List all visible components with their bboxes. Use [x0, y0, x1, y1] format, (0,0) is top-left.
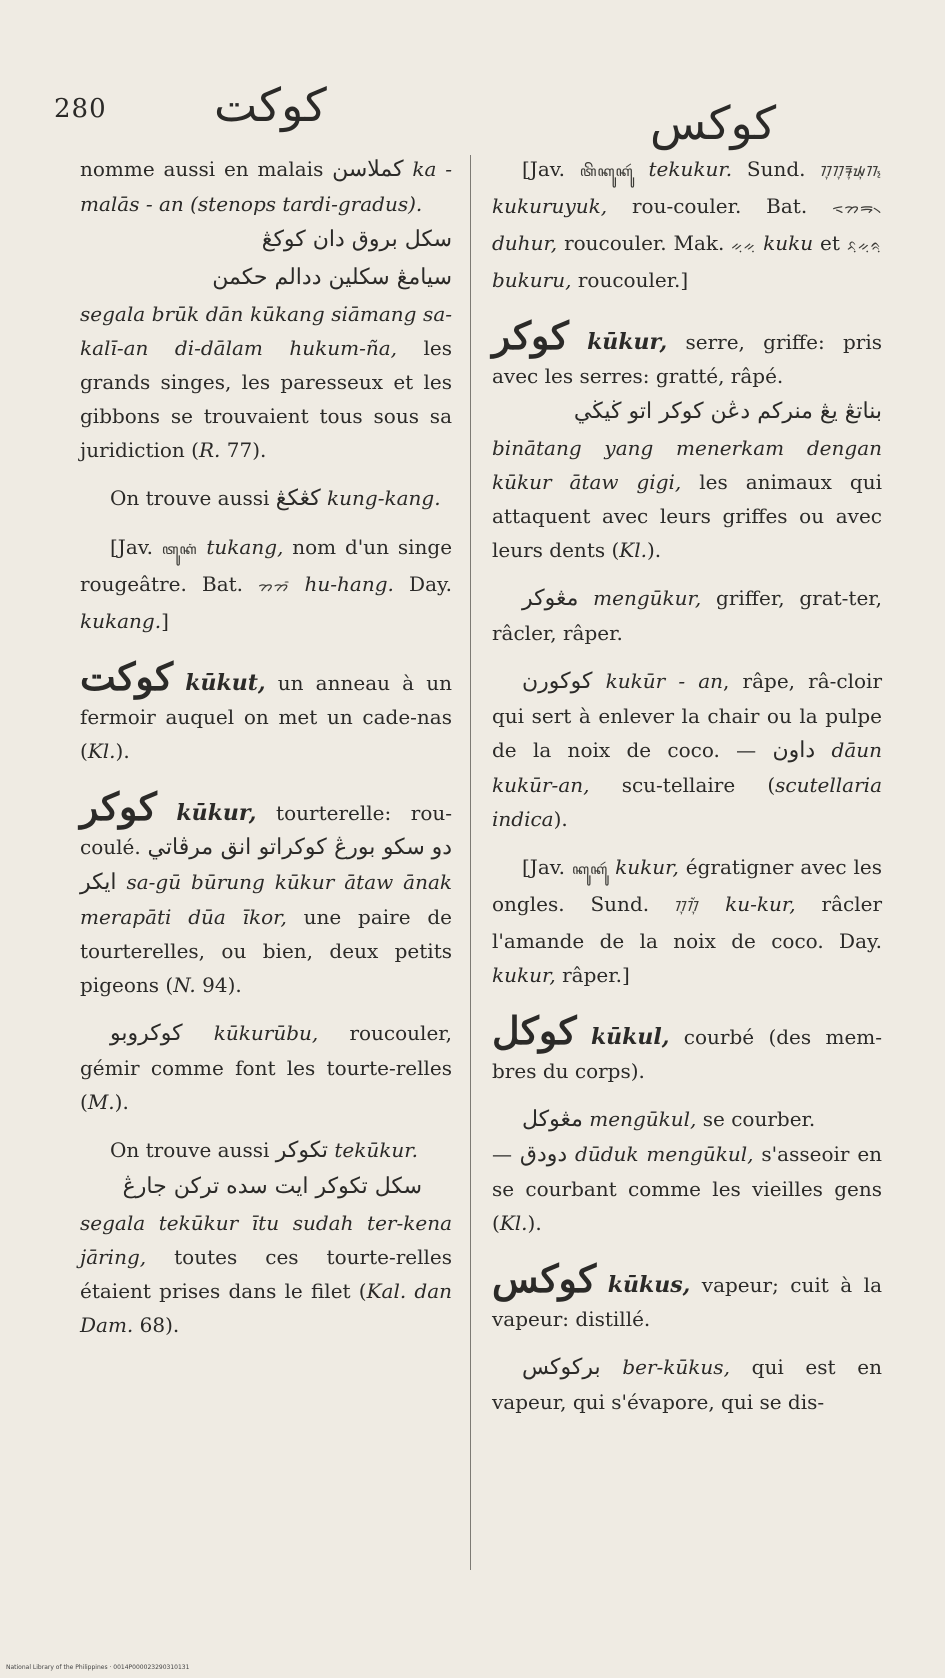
makassarese-script: ᨅᨘᨀᨘᨑᨘ	[846, 238, 883, 254]
arabic-line: بناتڠ يڠ منركم دڠن كوكر اتو ڬيڬي	[573, 399, 882, 424]
arabic-word: كملاسن	[332, 157, 404, 182]
entry-kukus: كوكس kūkus, vapeur; cuit à la vapeur: distillé.	[492, 1256, 883, 1331]
arabic-word: داون	[772, 738, 816, 763]
entry-kukur-dove: كوكر kūkur, tourterelle: rou-coulé. سكو بورڠ كوكراتو انق مرڤاتي دو ايكر sa-gū būrung kūkur ātaw ānak merapāti dūa īkor, une paire de tourterelles, ou bien, deux petits pigeons (N. 94).	[80, 784, 453, 997]
left-column	[80, 152, 452, 1342]
subentry: كوكورن kukūr - an, râpe, râ-cloir qui sert à enlever la chair ou la pulpe de la noix de coco. — داون dāun kukūr-an, scu-tellaire (scutellaria indica).	[492, 669, 883, 831]
subentry: بركوكس ber-kūkus, qui est en vapeur, qui s'évapore, qui se dis-	[492, 1355, 882, 1414]
subentry: مڠوكر mengūkur, griffer, grat-ter, râcler, râper.	[492, 586, 883, 645]
headword-arabic: كوكر	[80, 784, 157, 829]
headword-arabic: كوكس	[492, 1256, 597, 1301]
entry-continuation: nomme aussi en malais كملاسن ka - malās - an (stenops tardi-gradus). سكل بروق دان كوكڠ سيامڠ سكلين ددالم حكمن segala brūk dān kūkang siāmang sa-kalī-an di-dālam hukum-ña, les grands singes, les paresseux et les gibbons se trouvaient tous sous sa juridiction (R. 77).	[80, 157, 452, 462]
scan-footer: National Library of the Philippines · 0014P000023290310131	[6, 1664, 190, 1671]
headword: kūkut,	[185, 670, 266, 696]
arabic-word: دو ايكر	[80, 835, 453, 895]
batak-script: ᯑᯂᯒ᯲	[832, 201, 883, 217]
headword: kūkur,	[587, 329, 668, 355]
subentry: On trouve aussi تكوكر tekūkur. سكل تكوكر ايت سده ترکن جارڠ segala tekūkur ītu sudah ter-kena jāring, toutes ces tourte-relles étaient prises dans le filet (Kal. dan Dam. 68).	[80, 1138, 453, 1337]
arabic-line: سكل تكوكر ايت سده ترکن جارڠ	[122, 1174, 422, 1199]
arabic-word: كڠكڠ	[275, 486, 321, 511]
cognates: [Jav. ꦏꦸꦏꦸꦂ kukur, égratigner avec les ongles. Sund. ᮊᮥᮊᮥᮁ ku-kur, râcler l'amande de la noix de coco. Day. kukur, râper.]	[492, 855, 883, 987]
cognates: [Jav. ꦠꦸꦏꦁ tukang, nom d'un singe rougeâtre. Bat. ᯂᯂᯰ hu-hang. Day. kukang.]	[80, 535, 453, 633]
entry-kukul: كوكل kūkul, courbé (des mem-bres du corps).	[492, 1008, 883, 1083]
arabic-word: مڠوكر	[522, 586, 579, 611]
right-running-head: كوكس	[650, 96, 777, 150]
arabic-word: كوكورن	[522, 669, 593, 694]
headword-arabic: كوكر	[492, 313, 569, 358]
arabic-line: سيامڠ سكلين ددالم حكمن	[212, 265, 452, 290]
makassarese-script: ᨀᨘᨀᨘ	[731, 238, 757, 254]
arabic-word: كوكروبو	[110, 1021, 183, 1046]
cognates: [Jav. ꦠꦼꦏꦸꦏꦸꦂ tekukur. Sund. ᮊᮥᮊᮥᮛᮥᮚᮥᮊ᮪ kukuruyuk, rou-couler. Bat. ᯑᯂᯒ᯲ duhur, roucouler. Mak. ᨀᨘᨀᨘ kuku et ᨅᨘᨀᨘᨑᨘ bukuru, roucouler.]	[492, 157, 883, 292]
headword: kūkus,	[607, 1272, 691, 1298]
arabic-word: بركوكس	[522, 1355, 601, 1380]
headword: kūkul,	[590, 1024, 670, 1050]
entry-kukur-claw: كوكر kūkur, serre, griffe: pris avec les serres: gratté, râpé. بناتڠ يڠ منركم دڠن كوكر اتو ڬيڬي bināta​ng yang menerkam dengan kūkur ātaw gigi, les animaux qui attaquent avec leurs griffes ou avec leurs dents (Kl.).	[492, 313, 883, 562]
headword: kūkur,	[176, 800, 257, 826]
arabic-line: سكل بروق دان كوكڠ	[261, 227, 452, 252]
headword-arabic: كوكت	[80, 654, 174, 699]
subentry: — دودق dūduk mengūkul, s'asseoir en se courbant comme les vieilles gens (Kl.).	[492, 1142, 883, 1235]
sundanese-script: ᮊᮥᮊᮥᮁ	[675, 899, 700, 915]
headword-arabic: كوكل	[492, 1008, 577, 1053]
column-rule	[470, 155, 471, 1570]
javanese-script: ꦠꦼꦏꦸꦏꦸꦂ	[579, 164, 634, 180]
left-running-head: كوكت	[214, 78, 327, 132]
javanese-script: ꦏꦸꦏꦸꦂ	[571, 862, 609, 878]
arabic-word: سكو بورڠ كوكراتو انق مرڤاتي	[147, 835, 425, 860]
page-number: 280	[54, 94, 107, 124]
arabic-word: دودق	[519, 1142, 568, 1167]
subentry: On trouve aussi كڠكڠ kung-kang.	[110, 486, 441, 511]
right-column	[492, 152, 882, 1419]
entry-kukut: كوكت kūkut, un anneau à un fermoir auquel on met un cade-nas (Kl.).	[80, 654, 452, 763]
javanese-script: ꦠꦸꦏꦁ	[161, 542, 198, 558]
arabic-word: تكوكر	[275, 1138, 328, 1163]
batak-script: ᯂᯂᯰ	[258, 579, 290, 595]
subentry: كوكروبو kūkurūbu, roucouler, gémir comme font les tourte-relles (M.).	[80, 1021, 452, 1114]
sundanese-script: ᮊᮥᮊᮥᮛᮥᮚᮥᮊ᮪	[820, 164, 883, 180]
subentry: مڠوكل mengūkul, se courber.	[522, 1107, 816, 1132]
arabic-word: مڠوكل	[522, 1107, 583, 1132]
